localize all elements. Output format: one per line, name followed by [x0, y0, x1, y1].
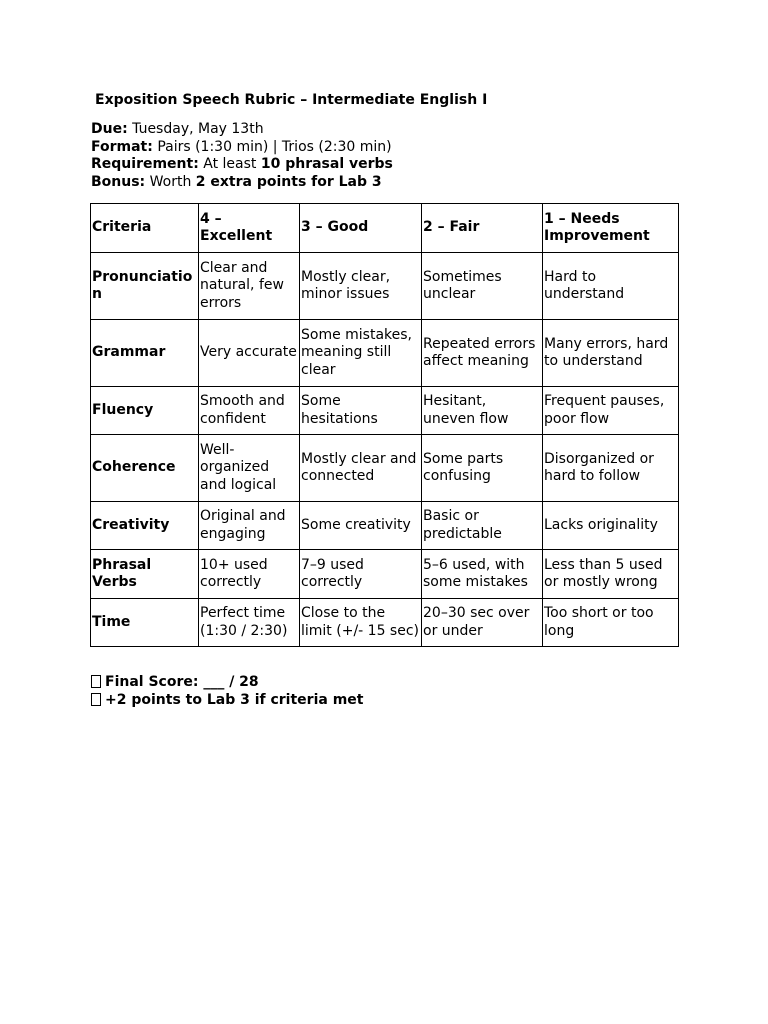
meta-bonus-value: Worth [149, 173, 192, 190]
table-row [91, 253, 679, 320]
meta-format [91, 139, 393, 157]
bonus-points-line [91, 691, 363, 709]
missing-glyph-icon [91, 675, 101, 688]
table-cell: Frequent pauses, poor flow [543, 387, 679, 435]
table-cell: Mostly clear, minor issues [300, 253, 422, 320]
table-cell: Well-organized and logical [199, 435, 300, 502]
meta-due-label: Due: [91, 121, 128, 137]
meta-due-value: Tuesday, May 13th [132, 121, 264, 137]
table-cell: Less than 5 used or mostly wrong [543, 550, 679, 599]
header-cell: 1 – Needs Improvement [543, 204, 679, 253]
meta-format-label: Format: [91, 138, 153, 155]
table-cell: 10+ used correctly [199, 550, 300, 599]
missing-glyph-icon [91, 693, 101, 706]
meta-due [91, 121, 393, 139]
table-cell: Smooth and confident [199, 387, 300, 435]
criteria-cell: Time [91, 599, 199, 647]
table-cell: Clear and natural, few errors [199, 253, 300, 320]
table-cell: Repeated errors affect meaning [422, 320, 543, 387]
meta-format-value: Pairs (1:30 min) | Trios (2:30 min) [157, 138, 392, 155]
criteria-cell: Phrasal Verbs [91, 550, 199, 599]
table-cell: Lacks originality [543, 502, 679, 550]
table-header-row [91, 204, 679, 253]
table-cell: 20–30 sec over or under [422, 599, 543, 647]
document-meta [91, 121, 393, 191]
table-row [91, 387, 679, 435]
table-cell: Close to the limit (+/- 15 sec) [300, 599, 422, 647]
table-row [91, 435, 679, 502]
meta-requirement-label: Requirement: [91, 156, 199, 172]
meta-requirement [91, 156, 393, 174]
table-cell: Hesitant, uneven flow [422, 387, 543, 435]
table-cell: Very accurate [199, 320, 300, 387]
table-cell: Original and engaging [199, 502, 300, 550]
table-row [91, 550, 679, 599]
criteria-cell: Coherence [91, 435, 199, 502]
rubric-table [90, 203, 679, 647]
table-row [91, 599, 679, 647]
meta-requirement-value: At least [203, 156, 257, 172]
table-cell: Perfect time (1:30 / 2:30) [199, 599, 300, 647]
criteria-cell: Fluency [91, 387, 199, 435]
table-row [91, 320, 679, 387]
criteria-cell: Grammar [91, 320, 199, 387]
table-cell: Some parts confusing [422, 435, 543, 502]
final-score-line [91, 673, 363, 691]
criteria-cell: Creativity [91, 502, 199, 550]
table-cell: Disorganized or hard to follow [543, 435, 679, 502]
document-title: Exposition Speech Rubric – Intermediate English I [95, 92, 488, 108]
table-cell: Some mistakes, meaning still clear [300, 320, 422, 387]
table-cell: Mostly clear and connected [300, 435, 422, 502]
meta-bonus-bold-value: 2 extra points for Lab 3 [195, 173, 382, 190]
meta-requirement-bold-value: 10 phrasal verbs [260, 156, 393, 172]
table-cell: 5–6 used, with some mistakes [422, 550, 543, 599]
score-footer [91, 673, 363, 709]
meta-bonus [91, 174, 393, 192]
table-cell: Basic or predictable [422, 502, 543, 550]
table-row [91, 502, 679, 550]
header-cell: 4 – Excellent [199, 204, 300, 253]
table-cell: Some creativity [300, 502, 422, 550]
table-cell: Many errors, hard to understand [543, 320, 679, 387]
table-cell: Hard to understand [543, 253, 679, 320]
header-cell: Criteria [91, 204, 199, 253]
table-cell: Sometimes unclear [422, 253, 543, 320]
meta-bonus-label: Bonus: [91, 173, 146, 190]
final-score-text: Final Score: ___ / 28 [105, 674, 259, 690]
header-cell: 3 – Good [300, 204, 422, 253]
criteria-cell: Pronunciation [91, 253, 199, 320]
header-cell: 2 – Fair [422, 204, 543, 253]
table-cell: Too short or too long [543, 599, 679, 647]
table-cell: 7–9 used correctly [300, 550, 422, 599]
bonus-points-text: +2 points to Lab 3 if criteria met [105, 692, 364, 708]
table-cell: Some hesitations [300, 387, 422, 435]
